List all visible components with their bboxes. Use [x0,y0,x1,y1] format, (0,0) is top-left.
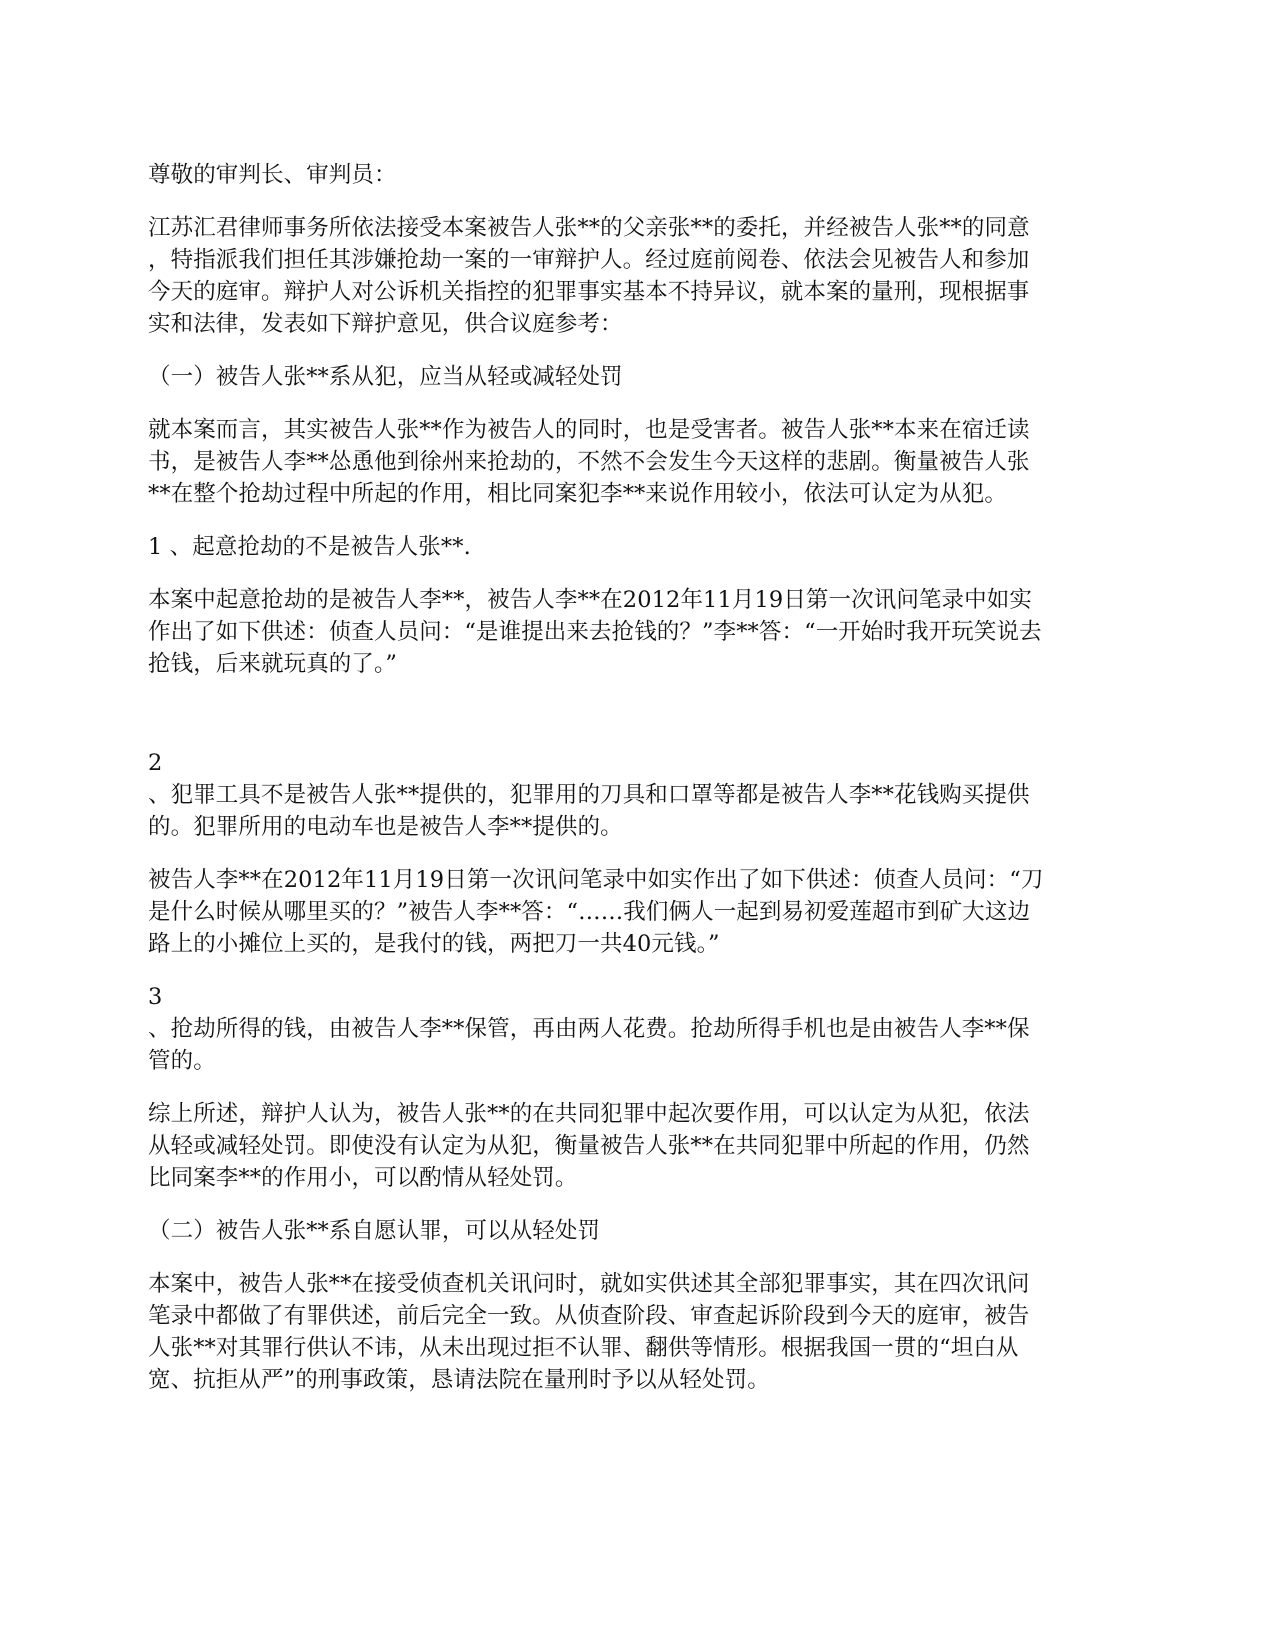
section-heading-1: （一）被告人张**系从犯，应当从轻或减轻处罚 [148,364,623,390]
body-paragraph: 综上所述，辩护人认为，被告人张**的在共同犯罪中起次要作用，可以认定为从犯，依法 从轻或减轻处罚。即使没有认定为从犯，衡量被告人张**在共同犯罪中所起的作用，仍然 比同案李**的作用小，可以酌情从轻处罚。 [148,1101,1030,1191]
point-2-paragraph: 2 、犯罪工具不是被告人张**提供的，犯罪用的刀具和口罩等都是被告人李**花钱购买提供 的。犯罪所用的电动车也是被告人李**提供的。 [148,750,1030,840]
document-body [148,159,1128,1396]
body-paragraph: 就本案而言，其实被告人张**作为被告人的同时，也是受害者。被告人张**本来在宿迁读 书，是被告人李**怂恿他到徐州来抢劫的，不然不会发生今天这样的悲剧。衡量被告人张 **在整个抢劫过程中所起的作用，相比同案犯李**来说作用较小，依法可认定为从犯。 [148,417,1030,507]
point-3-paragraph: 3 、抢劫所得的钱，由被告人李**保管，再由两人花费。抢劫所得手机也是由被告人李**保 管的。 [148,984,1030,1074]
body-paragraph: 本案中起意抢劫的是被告人李**，被告人李**在2012年11月19日第一次讯问笔录中如实 作出了如下供述：侦查人员问：“是谁提出来去抢钱的？”李**答：“一开始时我开玩笑说去 抢钱，后来就玩真的了。” [148,587,1042,677]
body-paragraph: 本案中，被告人张**在接受侦查机关讯问时，就如实供述其全部犯罪事实，其在四次讯问 笔录中都做了有罪供述，前后完全一致。从侦查阶段、审查起诉阶段到今天的庭审，被告 人张**对其罪行供认不讳，从未出现过拒不认罪、翻供等情形。根据我国一贯的“坦白从 宽、抗拒从严”的刑事政策，恳请法院在量刑时予以从轻处罚。 [148,1271,1030,1393]
body-paragraph: 被告人李**在2012年11月19日第一次讯问笔录中如实作出了如下供述：侦查人员问：“刀 是什么时候从哪里买的？”被告人李**答：“……我们俩人一起到易初爱莲超市到矿大这边 路上的小摊位上买的，是我付的钱，两把刀一共40元钱。” [148,867,1044,957]
point-1-heading: 1 、起意抢劫的不是被告人张**. [148,534,471,560]
section-heading-2: （二）被告人张**系自愿认罪，可以从轻处罚 [148,1218,601,1244]
intro-paragraph: 江苏汇君律师事务所依法接受本案被告人张**的父亲张**的委托，并经被告人张**的同意 ，特指派我们担任其涉嫌抢劫一案的一审辩护人。经过庭前阅卷、依法会见被告人和参加 今天的庭审。辩护人对公诉机关指控的犯罪事实基本不持异议，就本案的量刑，现根据事 实和法律，发表如下辩护意见，供合议庭参考： [148,215,1030,337]
salutation: 尊敬的审判长、审判员： [148,162,397,188]
